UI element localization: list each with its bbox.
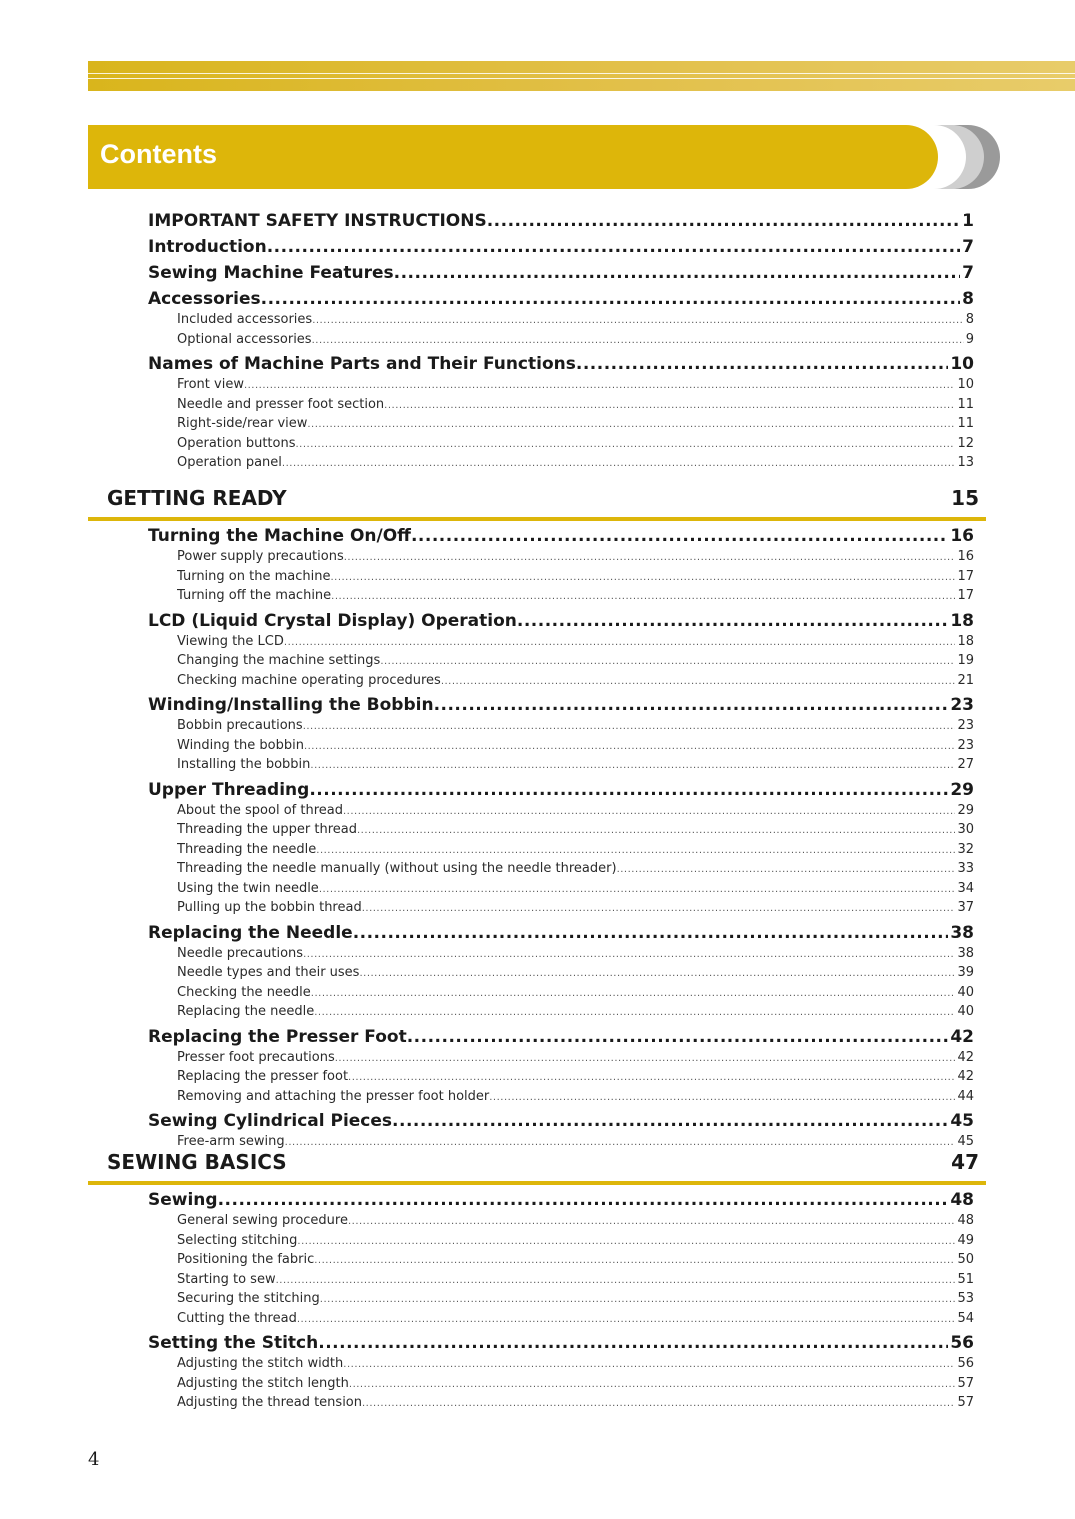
toc-entry[interactable]: [148, 780, 974, 804]
toc-entry[interactable]: [148, 695, 974, 719]
toc-entry-label: About the spool of thread: [177, 802, 343, 818]
toc-subentry[interactable]: [177, 673, 974, 692]
toc-subentry[interactable]: [177, 455, 974, 474]
toc-entry[interactable]: [148, 211, 974, 235]
toc-subentry[interactable]: [177, 634, 974, 653]
toc-entry-page: 18: [957, 633, 974, 649]
toc-entry-label: Accessories: [148, 289, 261, 309]
toc-subentry[interactable]: [177, 1004, 974, 1023]
toc-entry-label: LCD (Liquid Crystal Display) Operation: [148, 610, 517, 631]
toc-entry-page: 7: [962, 237, 974, 257]
dot-leader: [303, 721, 956, 732]
dot-leader: [407, 1027, 949, 1047]
toc-entry-label: Installing the bobbin: [177, 757, 311, 772]
toc-entry-label: Adjusting the stitch width: [177, 1356, 344, 1371]
dot-leader: [267, 237, 960, 257]
toc-subentry[interactable]: [177, 861, 974, 880]
toc-subentry[interactable]: [177, 1233, 974, 1252]
toc-entry-page: 21: [957, 672, 974, 688]
dot-leader: [276, 1275, 956, 1286]
toc-entry-page: 57: [957, 1375, 974, 1391]
toc-entry-page: 39: [957, 965, 974, 980]
toc-entry[interactable]: [148, 1333, 974, 1357]
page-number: 4: [88, 1449, 100, 1470]
toc-subentry[interactable]: [177, 653, 974, 672]
dot-leader: [362, 903, 956, 914]
toc-entry-label: Free-arm sewing: [177, 1134, 285, 1149]
toc-entry-page: 29: [957, 802, 974, 818]
toc-entry-page: 42: [950, 1026, 974, 1047]
toc-subentry[interactable]: [177, 1089, 974, 1108]
toc-entry-label: Using the twin needle: [177, 880, 319, 896]
toc-entry-label: Sewing: [148, 1190, 218, 1210]
page-title: Contents: [100, 139, 217, 169]
toc-subentry[interactable]: [177, 965, 974, 984]
dot-leader: [335, 1053, 956, 1064]
toc-entry-page: 13: [957, 455, 974, 470]
toc-entry-label: Removing and attaching the presser foot holder: [177, 1088, 490, 1104]
toc-subentry[interactable]: [177, 1050, 974, 1069]
toc-entry-page: 11: [957, 416, 974, 431]
dot-leader: [284, 637, 956, 648]
section-page-number: 15: [951, 486, 979, 510]
toc-subentry[interactable]: [177, 881, 974, 900]
dot-leader: [617, 864, 956, 875]
toc-entry-label: Included accessories: [177, 312, 313, 327]
toc-entry-page: 11: [957, 396, 974, 412]
toc-subentry[interactable]: [177, 842, 974, 861]
toc-entry-label: Changing the machine settings: [177, 653, 381, 668]
toc-entry-label: Threading the needle manually (without using the needle threader): [177, 861, 617, 876]
dot-leader: [282, 458, 956, 469]
toc-entry-page: 48: [950, 1190, 974, 1210]
dot-leader: [304, 741, 956, 752]
toc-subentry[interactable]: [177, 549, 974, 568]
toc-subentry[interactable]: [177, 1252, 974, 1271]
toc-subentry[interactable]: [177, 436, 974, 455]
toc-entry-label: Replacing the presser foot: [177, 1069, 349, 1084]
dot-leader: [348, 1072, 955, 1083]
toc-subentry[interactable]: [177, 1395, 974, 1414]
toc-subentry[interactable]: [177, 822, 974, 841]
toc-entry-page: 50: [957, 1252, 974, 1267]
section-divider: [88, 1181, 986, 1185]
toc-subentry[interactable]: [177, 1356, 974, 1375]
dot-leader: [392, 1111, 948, 1131]
toc-entry-page: 38: [950, 922, 974, 943]
dot-leader: [349, 1379, 956, 1390]
toc-entry-page: 17: [957, 568, 974, 584]
toc-entry-label: IMPORTANT SAFETY INSTRUCTIONS: [148, 211, 487, 231]
toc-entry[interactable]: [148, 1190, 974, 1214]
toc-entry-label: Bobbin precautions: [177, 718, 303, 733]
toc-subentry[interactable]: [177, 946, 974, 965]
toc-entry-page: 30: [957, 822, 974, 837]
toc-entry-label: Turning off the machine: [177, 588, 332, 603]
dot-leader: [359, 968, 955, 979]
dot-leader: [320, 1294, 956, 1305]
dot-leader: [343, 1359, 955, 1370]
toc-subentry[interactable]: [177, 757, 974, 776]
toc-entry[interactable]: [148, 526, 974, 550]
toc-entry-label: Sewing Cylindrical Pieces: [148, 1111, 393, 1131]
toc-entry-page: 33: [957, 861, 974, 876]
toc-entry-page: 17: [957, 588, 974, 603]
dot-leader: [314, 1255, 955, 1266]
toc-entry-page: 23: [950, 695, 974, 715]
toc-entry-label: Presser foot precautions: [177, 1049, 335, 1065]
toc-entry-label: Turning the Machine On/Off: [148, 526, 411, 546]
toc-entry-page: 1: [962, 211, 974, 231]
dot-leader: [285, 1137, 956, 1148]
toc-entry-label: Right-side/rear view: [177, 416, 308, 431]
toc-entry-label: Winding/Installing the Bobbin: [148, 695, 434, 715]
dot-leader: [312, 315, 964, 326]
toc-entry-page: 42: [957, 1069, 974, 1084]
dot-leader: [218, 1190, 949, 1210]
toc-entry-page: 54: [957, 1310, 974, 1326]
dot-leader: [343, 806, 955, 817]
toc-entry-page: 37: [957, 900, 974, 915]
toc-entry-label: Power supply precautions: [177, 549, 344, 564]
dot-leader: [517, 611, 948, 631]
toc-entry-label: Positioning the fabric: [177, 1252, 315, 1267]
toc-entry-label: Replacing the needle: [177, 1004, 315, 1019]
toc-subentry[interactable]: [177, 377, 974, 396]
toc-subentry[interactable]: [177, 416, 974, 435]
toc-entry-label: Threading the needle: [177, 841, 317, 857]
toc-entry-page: 8: [965, 312, 974, 327]
toc-entry-label: Adjusting the thread tension: [177, 1395, 362, 1410]
toc-subentry[interactable]: [177, 1213, 974, 1232]
toc-entry-label: Starting to sew: [177, 1271, 276, 1287]
toc-entry-label: Replacing the Presser Foot: [148, 1026, 407, 1047]
dot-leader: [297, 1314, 956, 1325]
toc-subentry[interactable]: [177, 985, 974, 1004]
toc-entry-label: Replacing the Needle: [148, 922, 353, 943]
dot-leader: [362, 1398, 955, 1409]
toc-entry-label: Threading the upper thread: [177, 822, 357, 837]
dot-leader: [310, 760, 955, 771]
toc-entry-label: Winding the bobbin: [177, 737, 304, 753]
toc-entry-page: 57: [957, 1395, 974, 1410]
toc-entry[interactable]: [148, 237, 974, 261]
toc-subentry[interactable]: [177, 1134, 974, 1153]
toc-entry-page: 40: [957, 984, 974, 1000]
toc-entry-page: 8: [962, 289, 974, 309]
toc-entry-page: 45: [957, 1134, 974, 1149]
toc-entry-label: Turning on the machine: [177, 568, 331, 584]
dot-leader: [309, 780, 948, 800]
toc-entry-page: 16: [957, 549, 974, 564]
dot-leader: [348, 1216, 955, 1227]
dot-leader: [576, 354, 948, 374]
toc-entry-page: 10: [957, 377, 974, 392]
dot-leader: [303, 949, 955, 960]
toc-entry-page: 42: [957, 1049, 974, 1065]
section-divider: [88, 517, 986, 521]
toc-subentry[interactable]: [177, 588, 974, 607]
toc-entry-label: Pulling up the bobbin thread: [177, 900, 362, 915]
toc-subentry[interactable]: [177, 332, 974, 351]
dot-leader: [244, 380, 956, 391]
toc-entry[interactable]: [148, 923, 974, 947]
dot-leader: [394, 263, 961, 283]
toc-entry-label: Selecting stitching: [177, 1232, 298, 1248]
toc-entry-page: 10: [950, 354, 974, 374]
toc-subentry[interactable]: [177, 312, 974, 331]
toc-entry-page: 29: [950, 779, 974, 800]
section-heading[interactable]: SEWING BASICS: [107, 1150, 287, 1174]
dot-leader: [357, 825, 955, 836]
toc-entry-label: Cutting the thread: [177, 1310, 297, 1326]
toc-entry-label: Upper Threading: [148, 779, 310, 800]
dot-leader: [318, 1333, 948, 1353]
toc-entry[interactable]: [148, 263, 974, 287]
toc-entry-page: 12: [957, 435, 974, 451]
toc-subentry[interactable]: [177, 718, 974, 737]
toc-entry-label: Needle precautions: [177, 945, 304, 961]
toc-entry-page: 9: [965, 331, 974, 347]
toc-entry-label: Names of Machine Parts and Their Functions: [148, 354, 576, 374]
toc-entry[interactable]: [148, 1027, 974, 1051]
toc-subentry[interactable]: [177, 1069, 974, 1088]
toc-entry-label: Operation buttons: [177, 435, 296, 451]
toc-subentry[interactable]: [177, 900, 974, 919]
dot-leader: [441, 676, 956, 687]
toc-entry-page: 23: [957, 737, 974, 753]
toc-entry-page: 53: [957, 1291, 974, 1306]
toc-entry-label: Checking the needle: [177, 984, 311, 1000]
dot-leader: [384, 400, 955, 411]
toc-entry[interactable]: [148, 611, 974, 635]
toc-subentry[interactable]: [177, 738, 974, 757]
toc-entry-label: General sewing procedure: [177, 1213, 348, 1228]
toc-subentry[interactable]: [177, 569, 974, 588]
section-heading[interactable]: GETTING READY: [107, 486, 287, 510]
dot-leader: [314, 1007, 955, 1018]
toc-entry-label: Checking machine operating procedures: [177, 672, 441, 688]
toc-entry-label: Optional accessories: [177, 331, 312, 347]
dot-leader: [353, 923, 949, 943]
dot-leader: [344, 552, 956, 563]
toc-entry-page: 56: [950, 1333, 974, 1353]
toc-entry-label: Adjusting the stitch length: [177, 1375, 349, 1391]
toc-entry-page: 19: [957, 653, 974, 668]
toc-subentry[interactable]: [177, 1311, 974, 1330]
dot-leader: [434, 695, 949, 715]
toc-entry[interactable]: [148, 289, 974, 313]
dot-leader: [261, 289, 961, 309]
toc-entry-page: 23: [957, 718, 974, 733]
toc-entry-page: 51: [957, 1271, 974, 1287]
dot-leader: [489, 1092, 955, 1103]
toc-subentry[interactable]: [177, 1291, 974, 1310]
toc-entry-label: Front view: [177, 377, 244, 392]
toc-entry-label: Securing the stitching: [177, 1291, 320, 1306]
dot-leader: [295, 439, 955, 450]
toc-entry[interactable]: [148, 1111, 974, 1135]
toc-entry-label: Setting the Stitch: [148, 1333, 319, 1353]
dot-leader: [487, 211, 960, 231]
toc-entry-page: 45: [950, 1111, 974, 1131]
dot-leader: [330, 572, 955, 583]
toc-entry-label: Operation panel: [177, 455, 282, 470]
dot-leader: [331, 591, 955, 602]
toc-entry-page: 27: [957, 757, 974, 772]
toc-entry[interactable]: [148, 354, 974, 378]
toc-entry-page: 44: [957, 1088, 974, 1104]
toc-entry-page: 48: [957, 1213, 974, 1228]
toc-entry-label: Needle types and their uses: [177, 965, 360, 980]
dot-leader: [307, 419, 955, 430]
dot-leader: [297, 1236, 955, 1247]
toc-entry-label: Viewing the LCD: [177, 633, 284, 649]
toc-entry-page: 7: [962, 263, 974, 283]
dot-leader: [380, 656, 955, 667]
toc-entry-label: Introduction: [148, 237, 267, 257]
toc-subentry[interactable]: [177, 397, 974, 416]
dot-leader: [319, 884, 956, 895]
section-page-number: 47: [951, 1150, 979, 1174]
toc-entry-page: 49: [957, 1232, 974, 1248]
dot-leader: [311, 988, 956, 999]
dot-leader: [411, 526, 948, 546]
toc-entry-page: 56: [957, 1356, 974, 1371]
toc-subentry[interactable]: [177, 1272, 974, 1291]
toc-entry-page: 32: [957, 841, 974, 857]
toc-entry-page: 16: [950, 526, 974, 546]
toc-entry-page: 34: [957, 880, 974, 896]
toc-entry-label: Sewing Machine Features: [148, 263, 394, 283]
toc-subentry[interactable]: [177, 1376, 974, 1395]
dot-leader: [312, 335, 964, 346]
toc-entry-label: Needle and presser foot section: [177, 396, 385, 412]
toc-entry-page: 40: [957, 1004, 974, 1019]
dot-leader: [316, 845, 955, 856]
toc-entry-page: 18: [950, 610, 974, 631]
toc-subentry[interactable]: [177, 803, 974, 822]
toc-entry-page: 38: [957, 945, 974, 961]
